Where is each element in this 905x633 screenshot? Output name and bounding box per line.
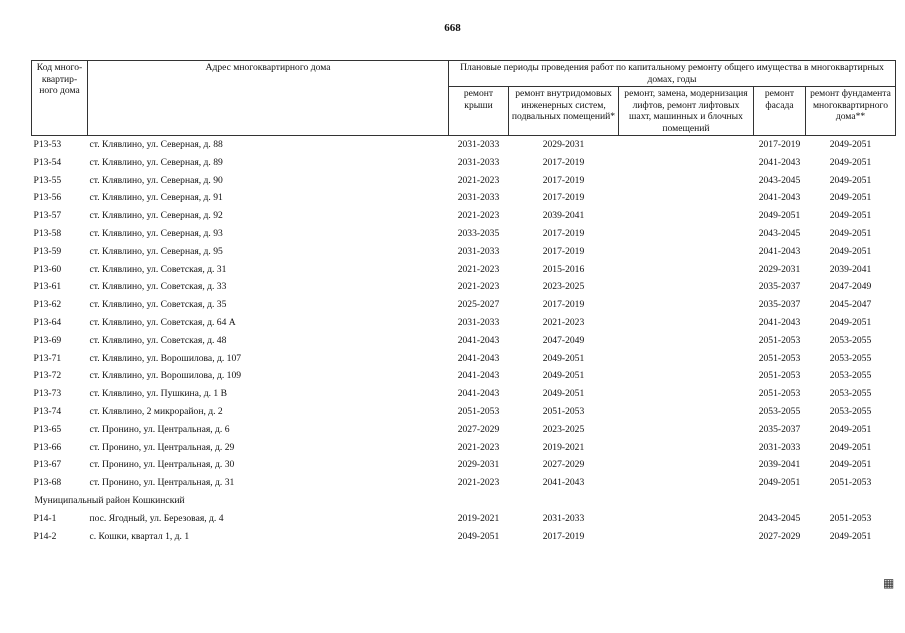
cell-facade: 2043-2045	[758, 512, 801, 524]
cell-roof: 2033-2035	[457, 227, 500, 239]
cell-roof: 2021-2023	[457, 174, 500, 186]
cell-facade: 2031-2033	[758, 441, 801, 453]
cell-roof: 2049-2051	[457, 530, 500, 542]
cell-code: Р13-60	[33, 263, 62, 275]
cell-elevators	[619, 421, 754, 439]
cell-code: Р13-62	[33, 299, 62, 311]
cell-facade: 2051-2053	[758, 352, 801, 364]
cell-roof: 2041-2043	[457, 334, 500, 346]
cell-roof: 2021-2023	[457, 477, 500, 489]
cell-engineering: 2017-2019	[542, 530, 585, 542]
cell-engineering: 2023-2025	[542, 423, 585, 435]
header-code: Код много-квартир-ного дома	[32, 61, 88, 136]
cell-address: ст. Клявлино, ул. Северная, д. 95	[89, 245, 223, 257]
cell-address: ст. Пронино, ул. Центральная, д. 6	[89, 423, 230, 435]
cell-code: Р13-61	[33, 281, 62, 293]
cell-foundation: 2053-2055	[829, 388, 872, 400]
table-row	[32, 439, 896, 457]
cell-foundation: 2053-2055	[829, 370, 872, 382]
cell-code: Р13-57	[33, 210, 62, 222]
table-row	[32, 456, 896, 474]
district-row	[32, 492, 896, 510]
table-row	[32, 421, 896, 439]
cell-address: ст. Клявлино, ул. Советская, д. 33	[89, 281, 227, 293]
cell-roof: 2021-2023	[457, 441, 500, 453]
cell-address: пос. Ягодный, ул. Березовая, д. 4	[89, 512, 224, 524]
cell-code: Р13-56	[33, 192, 62, 204]
cell-roof: 2041-2043	[457, 388, 500, 400]
cell-engineering: 2017-2019	[542, 227, 585, 239]
cell-foundation: 2045-2047	[829, 299, 872, 311]
cell-elevators	[619, 456, 754, 474]
cell-facade: 2027-2029	[758, 530, 801, 542]
cell-address: ст. Клявлино, ул. Северная, д. 90	[89, 174, 223, 186]
cell-engineering: 2017-2019	[542, 192, 585, 204]
header-elevators: ремонт, замена, модернизация лифтов, ремонт лифтовых шахт, машинных и блочных помещений	[619, 87, 754, 136]
cell-address: ст. Клявлино, ул. Советская, д. 48	[89, 334, 227, 346]
cell-roof: 2031-2033	[457, 245, 500, 257]
table-body	[32, 136, 896, 546]
header-periods: Плановые периоды проведения работ по капитальному ремонту общего имущества в многоквартирных домах, годы	[449, 61, 896, 87]
cell-engineering: 2017-2019	[542, 174, 585, 186]
table-row	[32, 474, 896, 492]
header-foundation: ремонт фундамента многоквартирного дома**	[806, 87, 896, 136]
table-row	[32, 261, 896, 279]
table-row	[32, 403, 896, 421]
cell-elevators	[619, 314, 754, 332]
cell-code: Р14-2	[33, 530, 57, 542]
cell-facade: 2035-2037	[758, 423, 801, 435]
table-header	[32, 61, 896, 136]
cell-roof: 2051-2053	[457, 405, 500, 417]
cell-engineering: 2047-2049	[542, 334, 585, 346]
cell-foundation: 2049-2051	[829, 423, 872, 435]
repair-schedule-table	[31, 60, 896, 545]
cell-address: ст. Клявлино, ул. Советская, д. 31	[89, 263, 227, 275]
cell-engineering: 2017-2019	[542, 299, 585, 311]
cell-elevators	[619, 207, 754, 225]
cell-code: Р13-71	[33, 352, 62, 364]
cell-roof: 2031-2033	[457, 316, 500, 328]
cell-code: Р14-1	[33, 512, 57, 524]
cell-address: ст. Клявлино, ул. Северная, д. 92	[89, 210, 223, 222]
cell-engineering: 2019-2021	[542, 441, 585, 453]
cell-elevators	[619, 528, 754, 546]
table-row	[32, 207, 896, 225]
cell-foundation: 2039-2041	[829, 263, 872, 275]
cell-facade: 2043-2045	[758, 174, 801, 186]
cell-code: Р13-55	[33, 174, 62, 186]
cell-foundation: 2049-2051	[829, 245, 872, 257]
cell-engineering: 2041-2043	[542, 477, 585, 489]
cell-address: ст. Клявлино, ул. Ворошилова, д. 107	[89, 352, 242, 364]
cell-foundation: 2049-2051	[829, 210, 872, 222]
cell-address: ст. Клявлино, ул. Северная, д. 91	[89, 192, 223, 204]
cell-code: Р13-65	[33, 423, 62, 435]
cell-roof: 2031-2033	[457, 139, 500, 150]
cell-roof: 2029-2031	[457, 459, 500, 471]
cell-roof: 2019-2021	[457, 512, 500, 524]
cell-roof: 2041-2043	[457, 370, 500, 382]
cell-facade: 2053-2055	[758, 405, 801, 417]
cell-facade: 2035-2037	[758, 281, 801, 293]
cell-facade: 2017-2019	[758, 139, 801, 150]
cell-elevators	[619, 243, 754, 261]
cell-elevators	[619, 189, 754, 207]
table-row	[32, 528, 896, 546]
cell-engineering: 2049-2051	[542, 388, 585, 400]
cell-facade: 2051-2053	[758, 370, 801, 382]
cell-elevators	[619, 261, 754, 279]
cell-facade: 2041-2043	[758, 192, 801, 204]
cell-engineering: 2049-2051	[542, 352, 585, 364]
cell-foundation: 2049-2051	[829, 227, 872, 239]
cell-address: ст. Клявлино, 2 микрорайон, д. 2	[89, 405, 223, 417]
cell-roof: 2031-2033	[457, 192, 500, 204]
cell-address: ст. Пронино, ул. Центральная, д. 29	[89, 441, 235, 453]
cell-code: Р13-69	[33, 334, 62, 346]
cell-roof: 2031-2033	[457, 156, 500, 168]
cell-code: Р13-74	[33, 405, 62, 417]
cell-elevators	[619, 332, 754, 350]
cell-engineering: 2051-2053	[542, 405, 585, 417]
cell-foundation: 2049-2051	[829, 530, 872, 542]
header-facade: ремонт фасада	[754, 87, 806, 136]
cell-facade: 2049-2051	[758, 477, 801, 489]
cell-code: Р13-73	[33, 388, 62, 400]
cell-foundation: 2053-2055	[829, 334, 872, 346]
header-engineering: ремонт внутридомовых инженерных систем, подвальных помещений*	[509, 87, 619, 136]
cell-code: Р13-67	[33, 459, 62, 471]
cell-foundation: 2053-2055	[829, 405, 872, 417]
cell-address: ст. Клявлино, ул. Советская, д. 35	[89, 299, 227, 311]
table-row	[32, 510, 896, 528]
table-row	[32, 278, 896, 296]
cell-roof: 2021-2023	[457, 263, 500, 275]
cell-facade: 2029-2031	[758, 263, 801, 275]
cell-foundation: 2047-2049	[829, 281, 872, 293]
cell-address: ст. Пронино, ул. Центральная, д. 30	[89, 459, 235, 471]
cell-code: Р13-64	[33, 316, 62, 328]
cell-engineering: 2049-2051	[542, 370, 585, 382]
cell-facade: 2039-2041	[758, 459, 801, 471]
table-row	[32, 154, 896, 172]
cell-facade: 2051-2053	[758, 334, 801, 346]
cell-roof: 2041-2043	[457, 352, 500, 364]
scan-mark-icon: ▦	[883, 576, 895, 590]
cell-facade: 2043-2045	[758, 227, 801, 239]
cell-facade: 2035-2037	[758, 299, 801, 311]
cell-code: Р13-59	[33, 245, 62, 257]
table-row	[32, 350, 896, 368]
cell-code: Р13-53	[33, 139, 62, 150]
cell-elevators	[619, 296, 754, 314]
cell-address: ст. Пронино, ул. Центральная, д. 31	[89, 477, 235, 489]
cell-roof: 2021-2023	[457, 210, 500, 222]
cell-code: Р13-68	[33, 477, 62, 489]
cell-engineering: 2039-2041	[542, 210, 585, 222]
cell-elevators	[619, 439, 754, 457]
cell-elevators	[619, 278, 754, 296]
cell-engineering: 2017-2019	[542, 245, 585, 257]
table-row	[32, 314, 896, 332]
cell-engineering: 2027-2029	[542, 459, 585, 471]
cell-foundation: 2051-2053	[829, 512, 872, 524]
cell-address: ст. Клявлино, ул. Северная, д. 89	[89, 156, 223, 168]
table-row	[32, 243, 896, 261]
cell-facade: 2051-2053	[758, 388, 801, 400]
cell-elevators	[619, 403, 754, 421]
cell-engineering: 2021-2023	[542, 316, 585, 328]
cell-elevators	[619, 136, 754, 154]
table-row	[32, 172, 896, 190]
cell-address: ст. Клявлино, ул. Ворошилова, д. 109	[89, 370, 242, 382]
cell-facade: 2041-2043	[758, 316, 801, 328]
cell-foundation: 2053-2055	[829, 352, 872, 364]
district-name: Муниципальный район Кошкинский	[34, 494, 185, 506]
cell-code: Р13-66	[33, 441, 62, 453]
cell-foundation: 2049-2051	[829, 316, 872, 328]
cell-foundation: 2049-2051	[829, 139, 872, 150]
table-row	[32, 367, 896, 385]
cell-elevators	[619, 172, 754, 190]
cell-elevators	[619, 225, 754, 243]
cell-elevators	[619, 474, 754, 492]
cell-engineering: 2031-2033	[542, 512, 585, 524]
cell-engineering: 2023-2025	[542, 281, 585, 293]
cell-code: Р13-58	[33, 227, 62, 239]
table-row	[32, 189, 896, 207]
cell-code: Р13-54	[33, 156, 62, 168]
cell-roof: 2025-2027	[457, 299, 500, 311]
cell-address: ст. Клявлино, ул. Пушкина, д. 1 В	[89, 388, 228, 400]
cell-code: Р13-72	[33, 370, 62, 382]
table-row	[32, 296, 896, 314]
cell-elevators	[619, 154, 754, 172]
cell-foundation: 2049-2051	[829, 441, 872, 453]
cell-foundation: 2049-2051	[829, 156, 872, 168]
cell-roof: 2027-2029	[457, 423, 500, 435]
cell-address: с. Кошки, квартал 1, д. 1	[89, 530, 190, 542]
cell-address: ст. Клявлино, ул. Северная, д. 93	[89, 227, 223, 239]
cell-foundation: 2049-2051	[829, 192, 872, 204]
cell-elevators	[619, 510, 754, 528]
page-number: 668	[444, 22, 461, 34]
cell-foundation: 2051-2053	[829, 477, 872, 489]
table-row	[32, 332, 896, 350]
cell-engineering: 2017-2019	[542, 156, 585, 168]
cell-engineering: 2029-2031	[542, 139, 585, 150]
header-address: Адрес многоквартирного дома	[88, 61, 449, 136]
header-row-1	[32, 61, 896, 87]
cell-roof: 2021-2023	[457, 281, 500, 293]
cell-elevators	[619, 367, 754, 385]
cell-foundation: 2049-2051	[829, 174, 872, 186]
table-row	[32, 225, 896, 243]
cell-engineering: 2015-2016	[542, 263, 585, 275]
cell-address: ст. Клявлино, ул. Северная, д. 88	[89, 139, 223, 150]
cell-facade: 2041-2043	[758, 245, 801, 257]
cell-address: ст. Клявлино, ул. Советская, д. 64 А	[89, 316, 236, 328]
cell-foundation: 2049-2051	[829, 459, 872, 471]
header-roof: ремонт крыши	[449, 87, 509, 136]
cell-facade: 2041-2043	[758, 156, 801, 168]
cell-elevators	[619, 385, 754, 403]
table-row	[32, 136, 896, 154]
table-row	[32, 385, 896, 403]
cell-facade: 2049-2051	[758, 210, 801, 222]
cell-elevators	[619, 350, 754, 368]
